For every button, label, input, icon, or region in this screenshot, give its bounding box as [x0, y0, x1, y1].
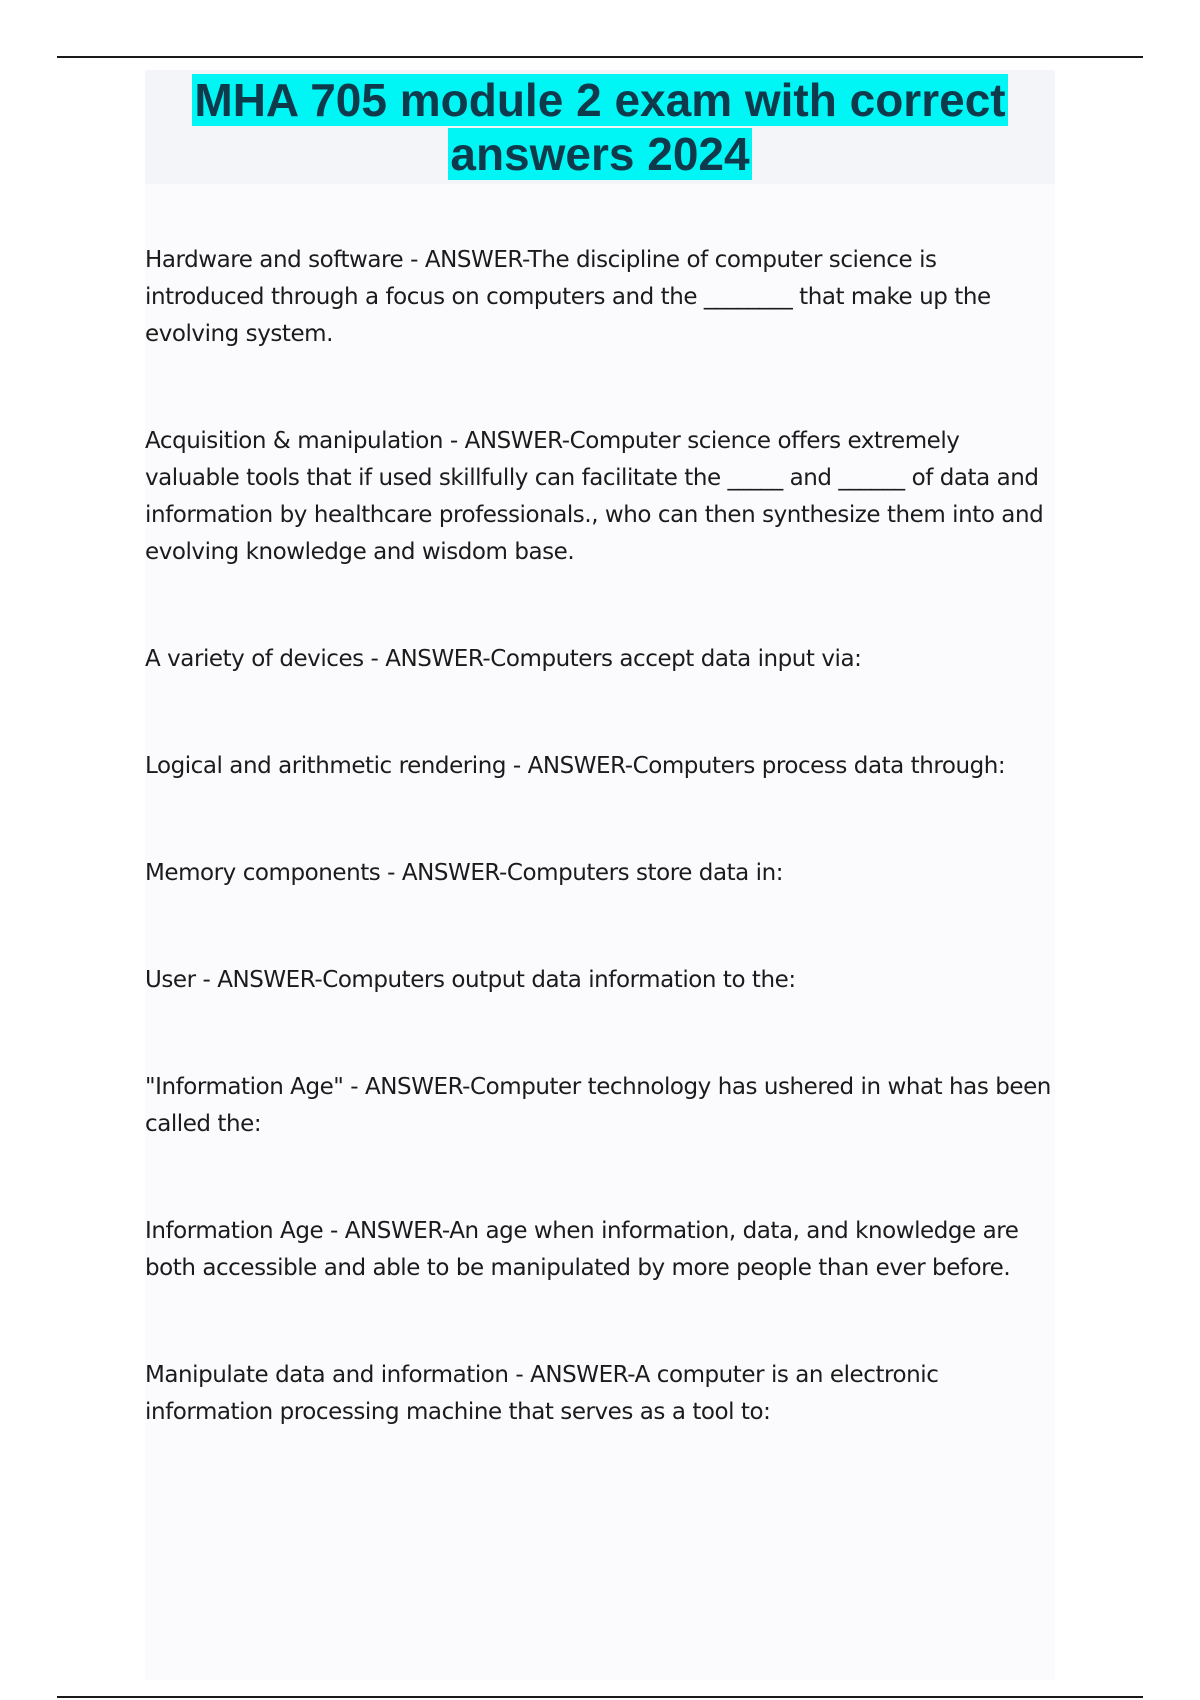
qa-item-hardware-software: Hardware and software - ANSWER-The discipline of computer science is introduced through a focus on computers and the ________ that make up the evolving system. [145, 247, 991, 347]
qa-item-information-age: Information Age - ANSWER-An age when information, data, and knowledge are both accessible and able to be manipulated by more people than ever before. [145, 1218, 1019, 1281]
title-highlight: MHA 705 module 2 exam with correct answers 2024 [194, 74, 1006, 180]
bottom-rule [57, 1696, 1143, 1698]
qa-item-manipulate-data: Manipulate data and information - ANSWER-A computer is an electronic information processing machine that serves as a tool to: [145, 1362, 939, 1425]
top-rule [57, 56, 1143, 58]
qa-item-memory-components: Memory components - ANSWER-Computers store data in: [145, 860, 784, 886]
title-block [145, 70, 1055, 184]
qa-item-user: User - ANSWER-Computers output data information to the: [145, 967, 796, 993]
qa-list [145, 242, 1055, 1501]
qa-item-variety-of-devices: A variety of devices - ANSWER-Computers accept data input via: [145, 646, 862, 672]
qa-item-information-age-quoted: "Information Age" - ANSWER-Computer technology has ushered in what has been called the: [145, 1074, 1051, 1137]
qa-item-logical-arithmetic: Logical and arithmetic rendering - ANSWER-Computers process data through: [145, 753, 1006, 779]
document-title [145, 70, 1055, 181]
qa-item-acquisition-manipulation: Acquisition & manipulation - ANSWER-Computer science offers extremely valuable tools that if used skillfully can facilitate the _____ and ______ of data and information by healthcare professionals., who can then synthesize them into and evolving knowledge and wisdom base. [145, 428, 1044, 565]
